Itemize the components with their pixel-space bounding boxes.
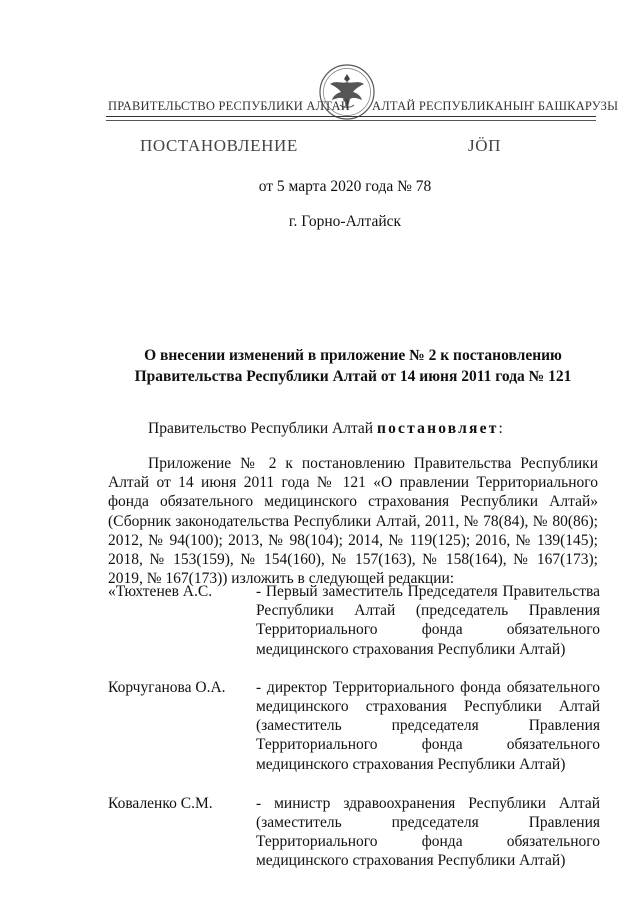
member-role: - министр здравоохранения Республики Алтай (заместитель председателя Правления Территориального фонда обязательного медицинского страхования Республики Алтай)	[256, 794, 600, 870]
title-line-1: О внесении изменений в приложение № 2 к постановлению	[144, 347, 562, 364]
decree-tail: :	[498, 420, 503, 437]
member-row	[108, 678, 600, 774]
decree-verb: постановляет	[376, 420, 499, 437]
header-left-text: ПРАВИТЕЛЬСТВО РЕСПУБЛИКИ АЛТАЙ	[108, 99, 350, 113]
body-paragraph: Приложение № 2 к постановлению Правительства Республики Алтай от 14 июня 2011 года № 121 «О правлении Территориального фонда обязательного медицинского страхования Республики Алтай» (Сборник законодательства Республики Алтай, 2011, № 78(84), № 80(86); 2012, № 94(100); 2013, № 98(104); 2014, № 119(125); 2016, № 139(145); 2018, № 153(159), № 154(160), № 157(163), № 158(164), № 167(173); 2019, № 167(173)) изложить в следующей редакции:	[108, 455, 598, 588]
member-row	[108, 582, 600, 659]
header-rule-thin	[106, 120, 596, 121]
members-list	[108, 582, 600, 871]
decree-statement	[148, 420, 503, 438]
document-date: от 5 марта 2020 года № 78	[258, 178, 432, 195]
member-name: Корчуганова О.А.	[108, 678, 226, 696]
document-city: г. Горно-Алтайск	[288, 213, 402, 230]
member-name: Коваленко С.М.	[108, 794, 213, 812]
title-line-2: Правительства Республики Алтай от 14 июня 2011 года № 121	[134, 368, 572, 385]
member-role: - Первый заместитель Председателя Правительства Республики Алтай (председатель Правления Территориального фонда обязательного медицинского страхования Республики Алтай)	[256, 583, 600, 658]
member-name: «Тюхтенев А.С.	[108, 583, 213, 600]
document-type-alt: ЈӦП	[468, 136, 501, 155]
document-title	[108, 345, 598, 387]
header-right-text: АЛТАЙ РЕСПУБЛИКАНЫҤ БАШКАРУЗЫ	[372, 99, 619, 113]
decree-lead: Правительство Республики Алтай	[148, 420, 377, 437]
header-rule	[106, 116, 596, 117]
document-type-ru: ПОСТАНОВЛЕНИЕ	[140, 136, 298, 155]
member-row	[108, 794, 600, 871]
member-role: - директор Территориального фонда обязательного медицинского страхования Республики Алтай (заместитель председателя Правления Территориального фонда обязательного медицинского страхования Республики Алтай)	[256, 678, 600, 773]
